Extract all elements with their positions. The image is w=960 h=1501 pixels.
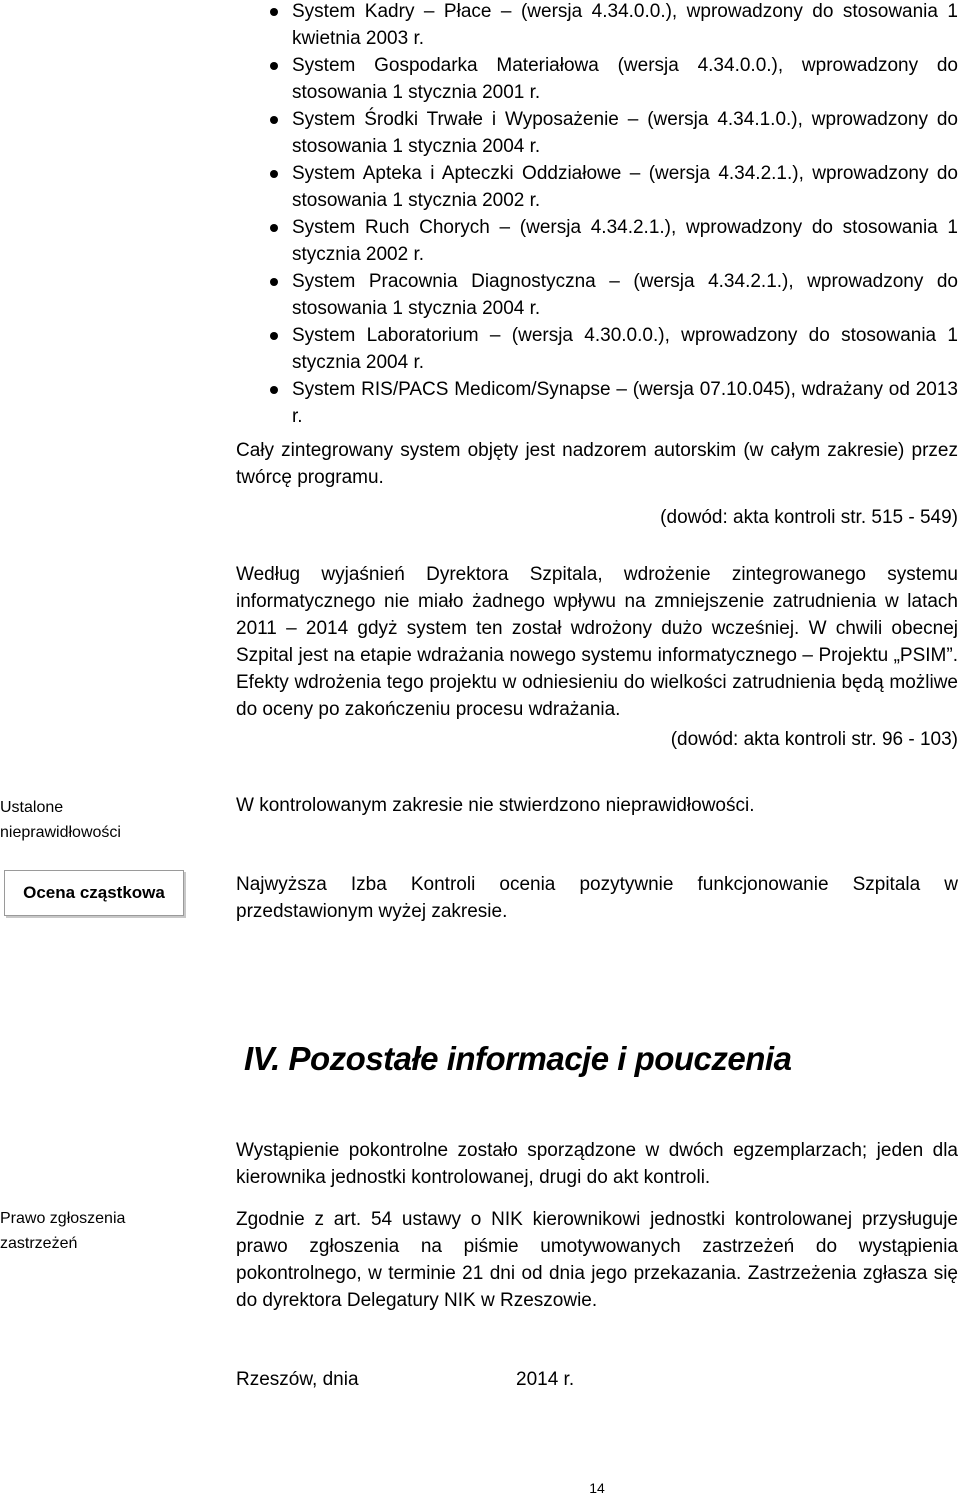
- irregularities-text: W kontrolowanym zakresie nie stwierdzono nieprawidłowości.: [236, 795, 755, 816]
- systems-list: [236, 0, 958, 430]
- list-item: System Apteka i Apteczki Oddziałowe – (wersja 4.34.2.1.), wprowadzony do stosowania 1 stycznia 2002 r.: [236, 160, 958, 214]
- bullet-icon: [270, 278, 278, 286]
- bullet-icon: [270, 386, 278, 394]
- integrated-system-paragraph: Cały zintegrowany system objęty jest nadzorem autorskim (w całym zakresie) przez twórcę programu.: [236, 440, 958, 488]
- bullet-icon: [270, 62, 278, 70]
- side-label-objections: Prawo zgłoszenia zastrzeżeń: [0, 1210, 126, 1252]
- list-item: System Pracownia Diagnostyczna – (wersja 4.34.2.1.), wprowadzony do stosowania 1 stycznia 2004 r.: [236, 268, 958, 322]
- signature-place: Rzeszów, dnia: [236, 1369, 359, 1390]
- list-item: System Kadry – Płace – (wersja 4.34.0.0.), wprowadzony do stosowania 1 kwietnia 2003 r.: [236, 0, 958, 52]
- list-item: System Środki Trwałe i Wyposażenie – (wersja 4.34.1.0.), wprowadzony do stosowania 1 stycznia 2004 r.: [236, 106, 958, 160]
- side-label-assessment: Ocena cząstkowa: [4, 870, 184, 916]
- bullet-icon: [270, 332, 278, 340]
- list-item: System Ruch Chorych – (wersja 4.34.2.1.), wprowadzony do stosowania 1 stycznia 2002 r.: [236, 214, 958, 268]
- director-explanation-paragraph: Według wyjaśnień Dyrektora Szpitala, wdrożenie zintegrowanego systemu informatycznego nie miało żadnego wpływu na zmniejszenie zatrudnienia w latach 2011 – 2014 gdyż system ten został wdrożony dużo wcześniej. W chwili obecnej Szpital jest na etapie wdrażania nowego systemu informatycznego – Projektu „PSIM”. Efekty wdrożenia tego projektu w odniesieniu do wielkości zatrudnienia będą możliwe do oceny po zakończeniu procesu wdrażania.: [236, 564, 958, 720]
- bullet-icon: [270, 170, 278, 178]
- bullet-icon: [270, 116, 278, 124]
- objections-paragraph: Zgodnie z art. 54 ustawy o NIK kierownikowi jednostki kontrolowanej przysługuje prawo zgłoszenia na piśmie umotywowanych zastrzeżeń do wystąpienia pokontrolnego, w terminie 21 dni od dnia jego przekazania. Zastrzeżenia zgłasza się do dyrektora Delegatury NIK w Rzeszowie.: [236, 1209, 958, 1311]
- list-item: System Gospodarka Materiałowa (wersja 4.34.0.0.), wprowadzony do stosowania 1 stycznia 2001 r.: [236, 52, 958, 106]
- section-heading: IV. Pozostałe informacje i pouczenia: [244, 1040, 792, 1077]
- signature-line: [236, 1366, 958, 1393]
- list-item: System RIS/PACS Medicom/Synapse – (wersja 07.10.045), wdrażany od 2013 r.: [236, 376, 958, 430]
- side-label-irregularities: Ustalone nieprawidłowości: [0, 799, 121, 841]
- bullet-icon: [270, 224, 278, 232]
- list-item: System Laboratorium – (wersja 4.30.0.0.), wprowadzony do stosowania 1 stycznia 2004 r.: [236, 322, 958, 376]
- page-number: 14: [589, 1480, 605, 1496]
- assessment-text: Najwyższa Izba Kontroli ocenia pozytywnie funkcjonowanie Szpitala w przedstawionym wyżej zakresie.: [236, 874, 958, 922]
- evidence-reference: (dowód: akta kontroli str. 515 - 549): [660, 507, 958, 528]
- copies-paragraph: Wystąpienie pokontrolne zostało sporządzone w dwóch egzemplarzach; jeden dla kierownika jednostki kontrolowanej, drugi do akt kontroli.: [236, 1140, 958, 1188]
- signature-year: 2014 r.: [516, 1369, 575, 1390]
- bullet-icon: [270, 8, 278, 16]
- evidence-reference: (dowód: akta kontroli str. 96 - 103): [670, 729, 958, 750]
